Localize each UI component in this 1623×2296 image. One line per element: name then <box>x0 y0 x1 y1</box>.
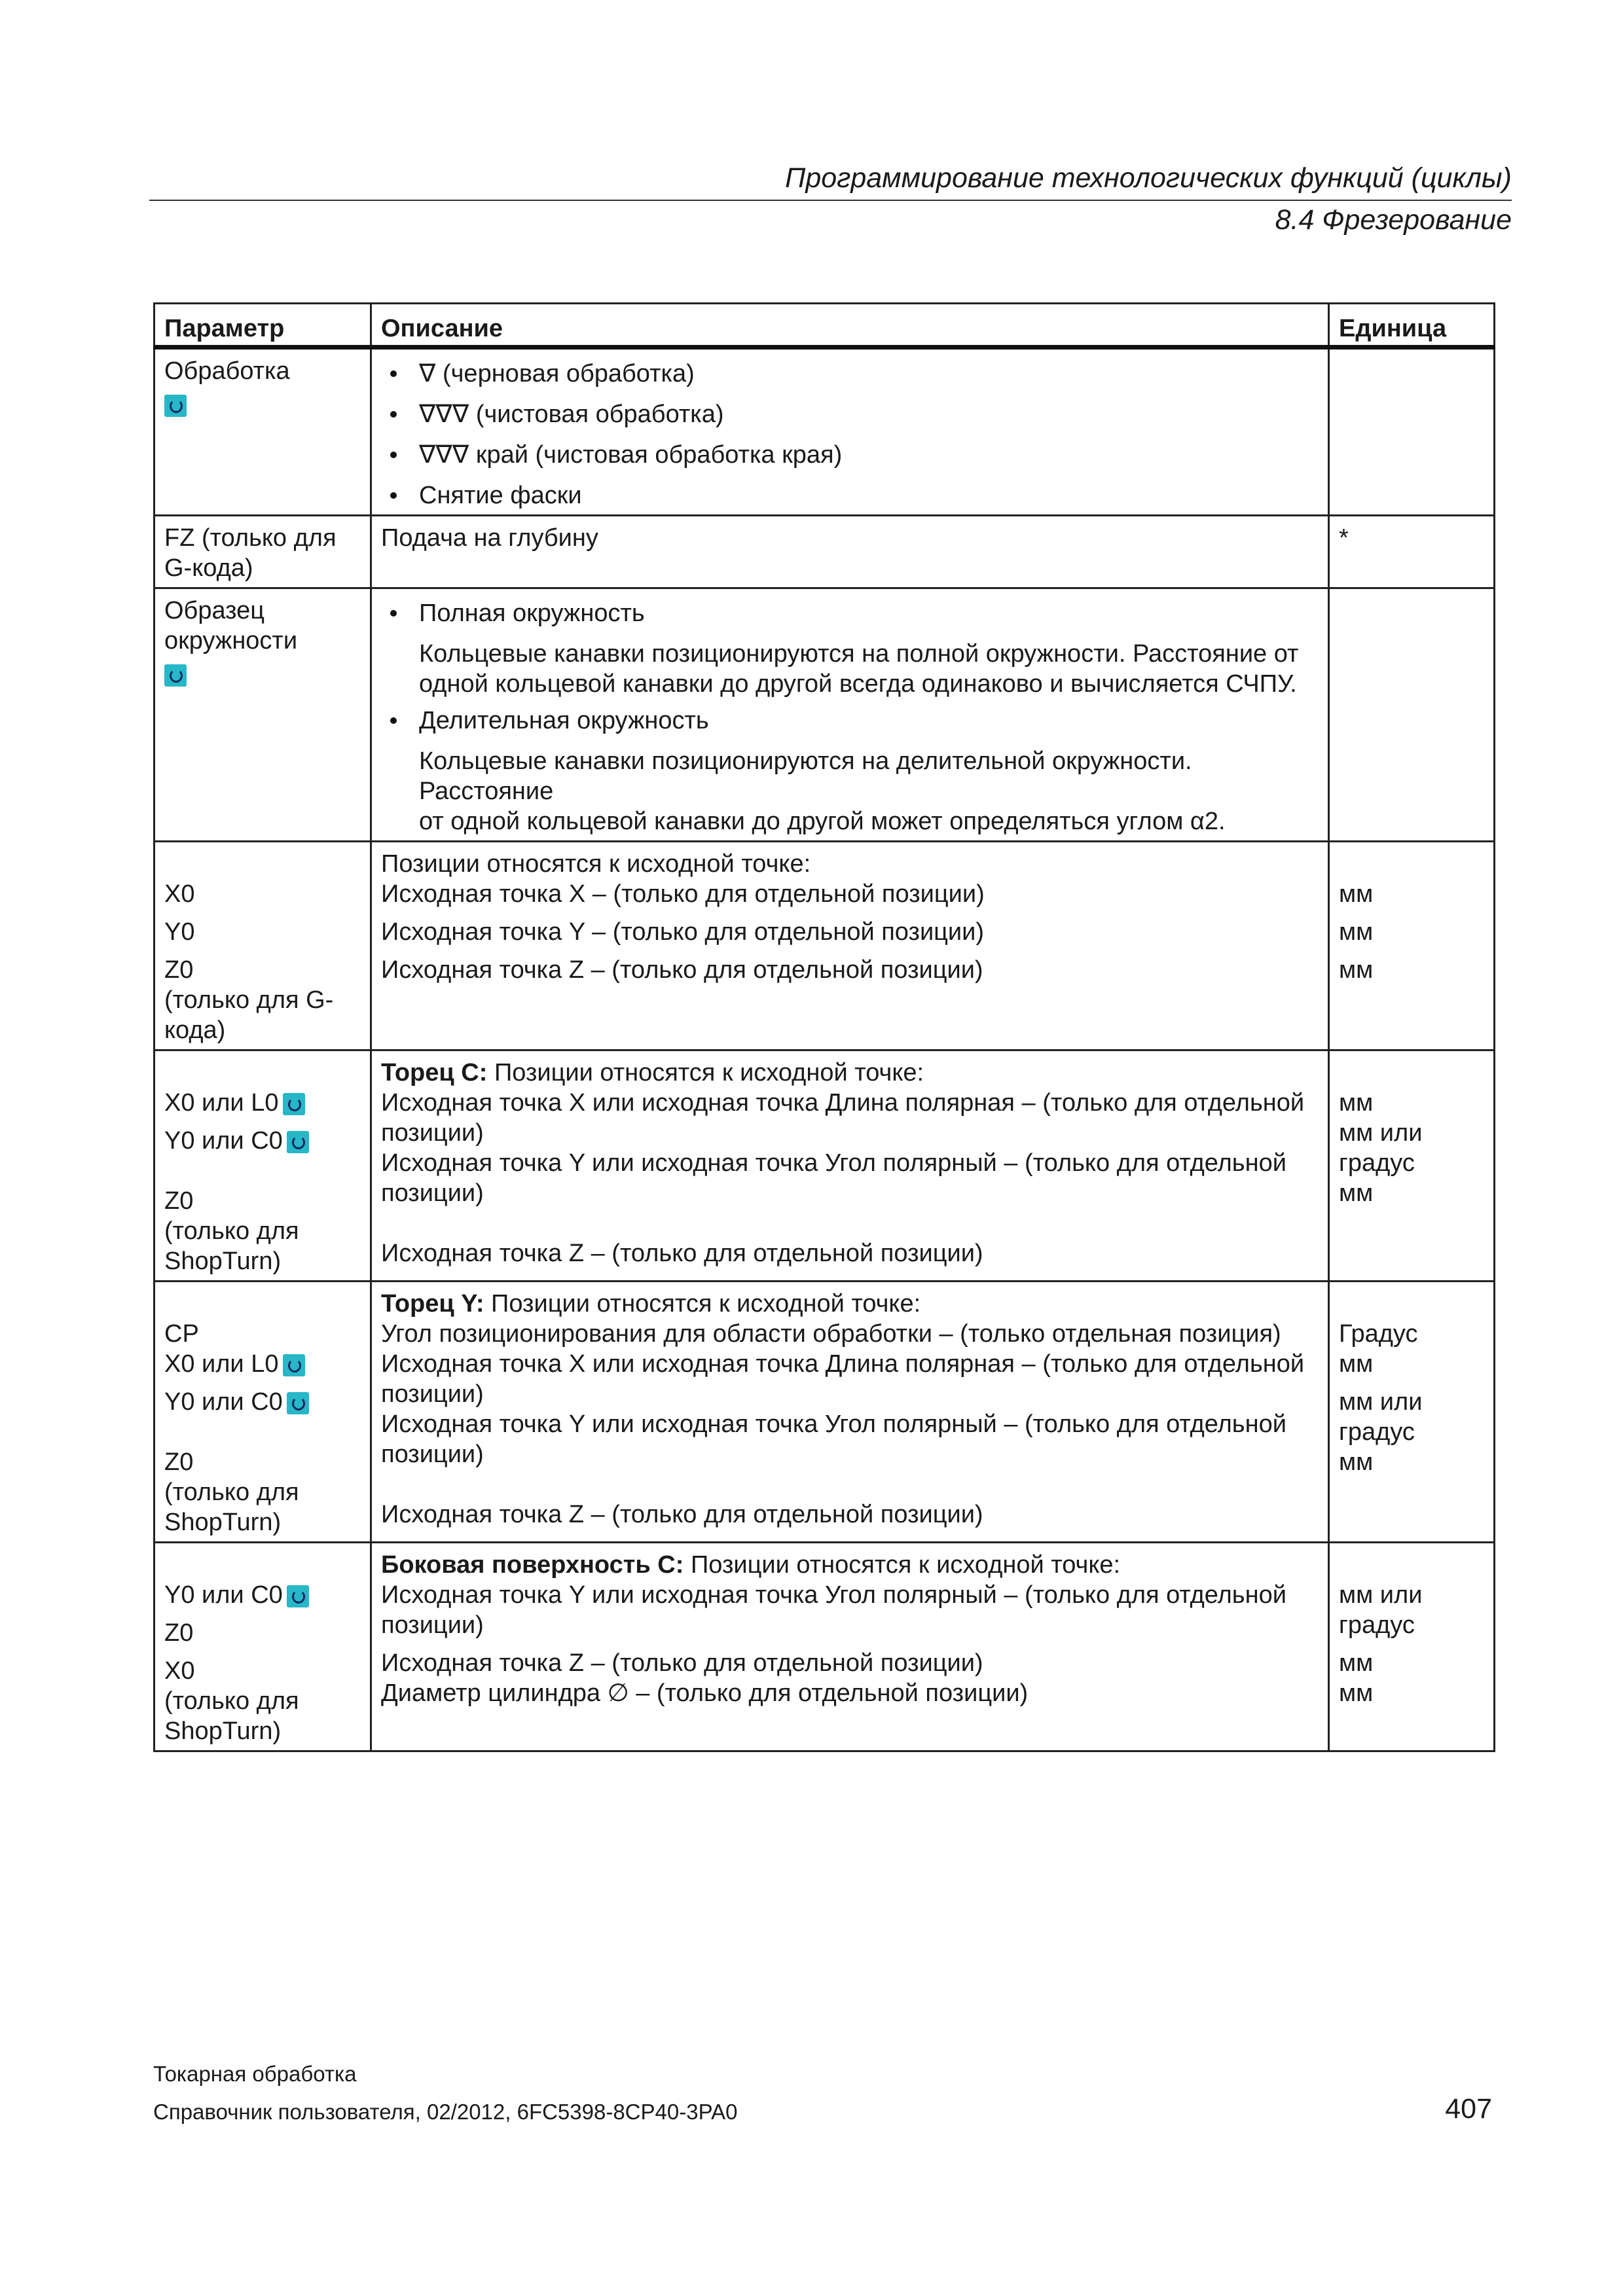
description-text: Исходная точка Z – (только для отдельной позиции) <box>381 1240 983 1267</box>
toggle-icon[interactable] <box>164 395 187 417</box>
description-cell <box>371 588 1329 842</box>
unit-text: градус <box>1339 1418 1415 1446</box>
description-cell <box>371 1282 1329 1543</box>
param-cell <box>155 842 371 1050</box>
description-cell <box>371 842 1329 1050</box>
description-text: Подача на глубину <box>381 524 598 552</box>
table-row <box>155 842 1495 1050</box>
unit-text: мм <box>1339 1448 1374 1476</box>
column-header-parameter: Параметр <box>155 304 371 348</box>
list-item: ∇∇∇ (чистовая обработка) <box>381 399 1319 429</box>
param-label: X0 <box>164 1657 195 1685</box>
description-text: позиции) <box>381 1380 484 1408</box>
list-item: ∇∇∇ край (чистовая обработка края) <box>381 440 1319 470</box>
param-label: CP <box>164 1320 199 1348</box>
param-label: (только для <box>164 1687 299 1715</box>
param-label: FZ (только для <box>164 524 337 552</box>
param-label: Y0 или C0 <box>164 1388 283 1416</box>
footer-manual-info: Справочник пользователя, 02/2012, 6FC5398-8CP40-3PA0 <box>153 2100 738 2124</box>
description-text: Исходная точка Y или исходная точка Угол полярный – (только для отдельной <box>381 1410 1286 1438</box>
toggle-icon[interactable] <box>283 1093 305 1115</box>
column-header-unit: Единица <box>1329 304 1495 348</box>
table-row <box>155 348 1495 516</box>
description-text: Исходная точка Z – (только для отдельной позиции) <box>381 1649 983 1677</box>
unit-text: мм <box>1339 918 1374 946</box>
unit-cell <box>1329 1050 1495 1282</box>
param-cell <box>155 1543 371 1751</box>
toggle-icon[interactable] <box>164 664 187 687</box>
description-text: Исходная точка Y или исходная точка Угол полярный – (только для отдельной <box>381 1581 1286 1609</box>
param-label: X0 или L0 <box>164 1350 279 1378</box>
table-row <box>155 1543 1495 1751</box>
toggle-icon[interactable] <box>287 1131 309 1153</box>
param-label: Y0 или C0 <box>164 1581 283 1609</box>
param-label: (только для <box>164 1479 299 1506</box>
param-label: Z0 <box>164 1448 194 1476</box>
description-text: Позиции относятся к исходной точке: <box>487 1059 924 1086</box>
unit-cell <box>1329 348 1495 516</box>
list-item: Делительная окружность <box>381 706 1319 736</box>
param-label: Z0 <box>164 1187 194 1215</box>
param-label: окружности <box>164 627 298 655</box>
description-text: позиции) <box>381 1119 484 1147</box>
description-text: Исходная точка Z – (только для отдельной позиции) <box>381 956 983 984</box>
unit-text: градус <box>1339 1611 1415 1639</box>
param-label: Z0 <box>164 1619 194 1647</box>
description-text: Угол позиционирования для области обработки – (только отдельная позиция) <box>381 1320 1281 1348</box>
description-text: Исходная точка Y – (только для отдельной позиции) <box>381 918 985 946</box>
description-text: Исходная точка X – (только для отдельной позиции) <box>381 880 985 908</box>
param-label: Образец <box>164 597 265 624</box>
description-cell <box>371 348 1329 516</box>
unit-text: мм или <box>1339 1119 1423 1147</box>
unit-text: * <box>1339 524 1349 552</box>
section-label: Боковая поверхность C: <box>381 1551 684 1579</box>
param-label: (только для G- <box>164 986 334 1014</box>
list-item: ∇ (черновая обработка) <box>381 359 1319 389</box>
param-label: Y0 <box>164 918 195 946</box>
param-cell <box>155 348 371 516</box>
list-item: Полная окружность <box>381 598 1319 628</box>
description-text: Кольцевые канавки позиционируются на делительной окружности. Расстояние <box>419 747 1192 805</box>
param-label: X0 или L0 <box>164 1089 279 1117</box>
param-label: G-кода) <box>164 554 253 582</box>
unit-text: мм или <box>1339 1581 1423 1609</box>
unit-text: мм <box>1339 1679 1374 1707</box>
section-label: Торец Y: <box>381 1290 484 1318</box>
description-text: Позиции относятся к исходной точке: <box>684 1551 1121 1579</box>
unit-text: мм <box>1339 1089 1374 1117</box>
description-text: Исходная точка Z – (только для отдельной позиции) <box>381 1501 983 1528</box>
description-text: позиции) <box>381 1611 484 1639</box>
param-label: кода) <box>164 1016 226 1044</box>
unit-cell <box>1329 588 1495 842</box>
unit-text: Градус <box>1339 1320 1418 1348</box>
description-text: позиции) <box>381 1441 484 1468</box>
description-text: одной кольцевой канавки до другой всегда одинаково и вычисляется СЧПУ. <box>419 670 1297 698</box>
description-cell <box>371 1543 1329 1751</box>
table-header-row <box>155 304 1495 348</box>
running-header-title: Программирование технологических функций (циклы) <box>785 162 1512 194</box>
unit-text: мм <box>1339 1350 1374 1378</box>
description-text: Кольцевые канавки позиционируются на полной окружности. Расстояние от <box>419 640 1299 668</box>
unit-cell <box>1329 842 1495 1050</box>
param-label: ShopTurn) <box>164 1509 282 1536</box>
description-text: Диаметр цилиндра ∅ – (только для отдельной позиции) <box>381 1679 1029 1707</box>
description-text: Позиции относятся к исходной точке: <box>484 1290 921 1318</box>
param-label: (только для <box>164 1217 299 1245</box>
toggle-icon[interactable] <box>287 1392 309 1414</box>
param-cell <box>155 588 371 842</box>
description-text: Позиции относятся к исходной точке: <box>381 850 811 878</box>
unit-text: градус <box>1339 1149 1415 1177</box>
table-row <box>155 516 1495 588</box>
section-label: Торец C: <box>381 1059 488 1086</box>
param-label: ShopTurn) <box>164 1717 282 1745</box>
description-text: позиции) <box>381 1179 484 1207</box>
page-number: 407 <box>1445 2093 1492 2125</box>
column-header-description: Описание <box>371 304 1329 348</box>
unit-text: мм <box>1339 880 1374 908</box>
running-header-section: 8.4 Фрезерование <box>1275 204 1512 236</box>
list-item: Снятие фаски <box>381 480 1319 511</box>
unit-text: мм <box>1339 956 1374 984</box>
description-text: Исходная точка Y или исходная точка Угол полярный – (только для отдельной <box>381 1149 1286 1177</box>
param-label: X0 <box>164 880 195 908</box>
param-cell <box>155 1282 371 1543</box>
unit-text: мм <box>1339 1649 1374 1677</box>
param-cell <box>155 516 371 588</box>
param-label: ShopTurn) <box>164 1247 282 1275</box>
toggle-icon[interactable] <box>283 1354 305 1376</box>
description-cell <box>371 516 1329 588</box>
unit-cell <box>1329 1543 1495 1751</box>
description-text: Исходная точка X или исходная точка Длина полярная – (только для отдельной <box>381 1089 1305 1117</box>
header-rule <box>149 200 1512 201</box>
toggle-icon[interactable] <box>287 1585 309 1607</box>
description-text: Исходная точка X или исходная точка Длина полярная – (только для отдельной <box>381 1350 1305 1378</box>
table-row <box>155 588 1495 842</box>
description-cell <box>371 1050 1329 1282</box>
unit-text: мм или <box>1339 1388 1423 1416</box>
param-label: Y0 или C0 <box>164 1127 283 1155</box>
param-label: Обработка <box>164 357 290 385</box>
description-text: от одной кольцевой канавки до другой может определяться углом α2. <box>419 808 1226 835</box>
footer-manual-title: Токарная обработка <box>153 2062 357 2086</box>
unit-cell <box>1329 516 1495 588</box>
table-row <box>155 1282 1495 1543</box>
unit-cell <box>1329 1282 1495 1543</box>
table-row <box>155 1050 1495 1282</box>
unit-text: мм <box>1339 1179 1374 1207</box>
param-cell <box>155 1050 371 1282</box>
param-label: Z0 <box>164 956 194 984</box>
parameter-table <box>153 302 1495 1752</box>
